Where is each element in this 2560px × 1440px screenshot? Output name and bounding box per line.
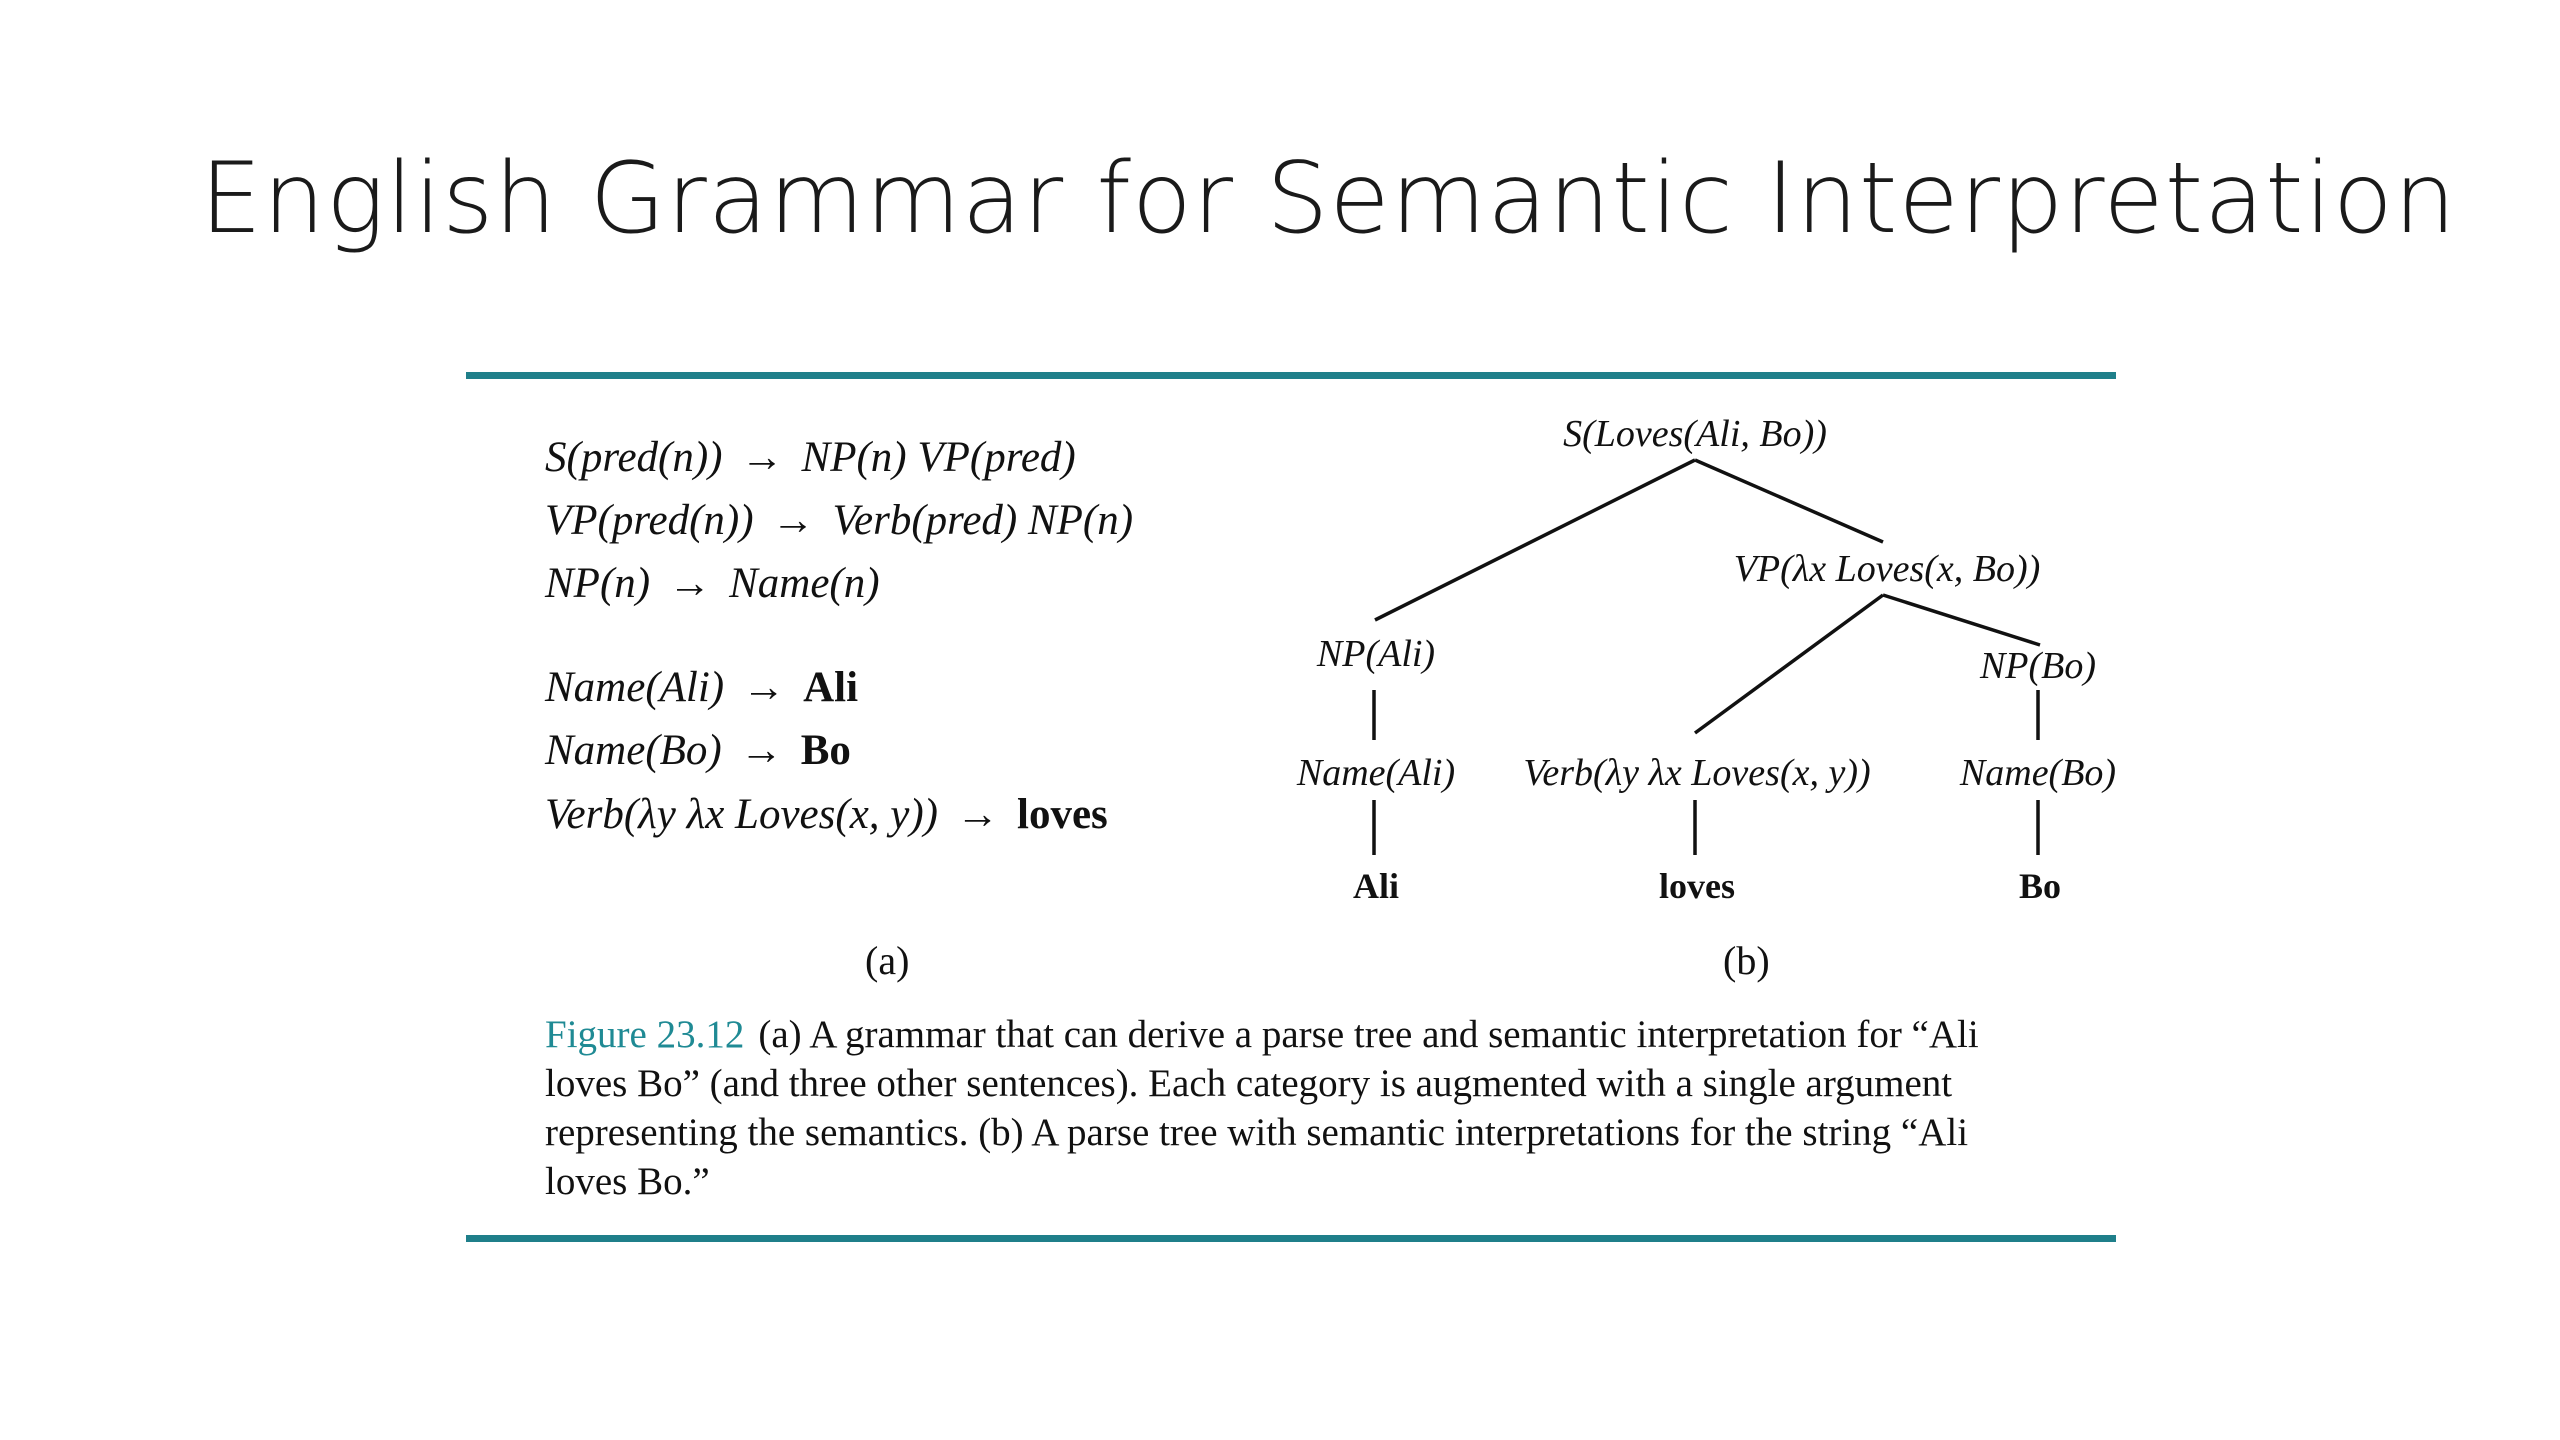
arrow: → [742,664,786,711]
rule-rhs: NP(n) VP(pred) [801,434,1076,481]
panel-label-a: (a) [865,938,910,983]
arrow: → [740,434,784,481]
rule-lhs: Name(Ali) [545,664,725,711]
arrow: → [771,497,815,544]
tree-leaf-ali: Ali [1352,866,1400,906]
tree-leaf-loves: loves [1659,866,1735,906]
rule-rhs: Name(n) [729,560,880,607]
tree-node-verb: Verb(λy λx Loves(x, y)) [1523,752,1871,794]
tree-node-s: S(Loves(Ali, Bo)) [1563,413,1827,455]
rule-lhs: S(pred(n)) [545,434,723,481]
panel-label-b: (b) [1723,938,1770,983]
figure-number: Figure 23.12 [545,1013,745,1056]
arrow: → [739,727,783,774]
caption-line: loves Bo.” [545,1160,710,1203]
tree-node-name-ali: Name(Ali) [1296,752,1456,794]
figure-caption [545,1010,2045,1206]
arrow: → [668,560,712,607]
tree-node-vp: VP(λx Loves(x, Bo)) [1733,548,2041,590]
rule-lhs: Name(Bo) [545,727,722,774]
arrow: → [956,791,1000,838]
rule-rhs: Bo [800,727,851,774]
rule-lhs: Verb(λy λx Loves(x, y)) [545,791,939,838]
tree-leaf-bo: Bo [2018,866,2062,906]
caption-line: representing the semantics. (b) A parse tree with semantic interpretations for the string “Ali [545,1111,1969,1154]
edge-s-vp [1695,460,1883,542]
caption-line [545,1010,2045,1059]
rule-rhs: Verb(pred) NP(n) [832,497,1134,544]
caption-text: (a) A grammar that can derive a parse tree and semantic interpretation for “Ali [758,1013,1979,1056]
rule-rhs: loves [1017,791,1108,838]
tree-edges [1374,460,2040,855]
edge-s-np [1375,460,1695,620]
caption-line: loves Bo” (and three other sentences). Each category is augmented with a single argument [545,1062,1953,1105]
tree-node-name-bo: Name(Bo) [1959,752,2117,794]
slide-title: English Grammar for Semantic Interpretation [200,142,2457,256]
rule-lhs: NP(n) [545,560,651,607]
edge-vp-np [1883,595,2040,645]
figure-bottom-rule [466,1235,2116,1242]
tree-node-np-ali: NP(Ali) [1316,633,1436,675]
rule-rhs: Ali [803,664,859,711]
edge-vp-verb [1695,595,1883,733]
tree-node-np-bo: NP(Bo) [1979,645,2097,687]
rule-lhs: VP(pred(n)) [545,497,754,544]
